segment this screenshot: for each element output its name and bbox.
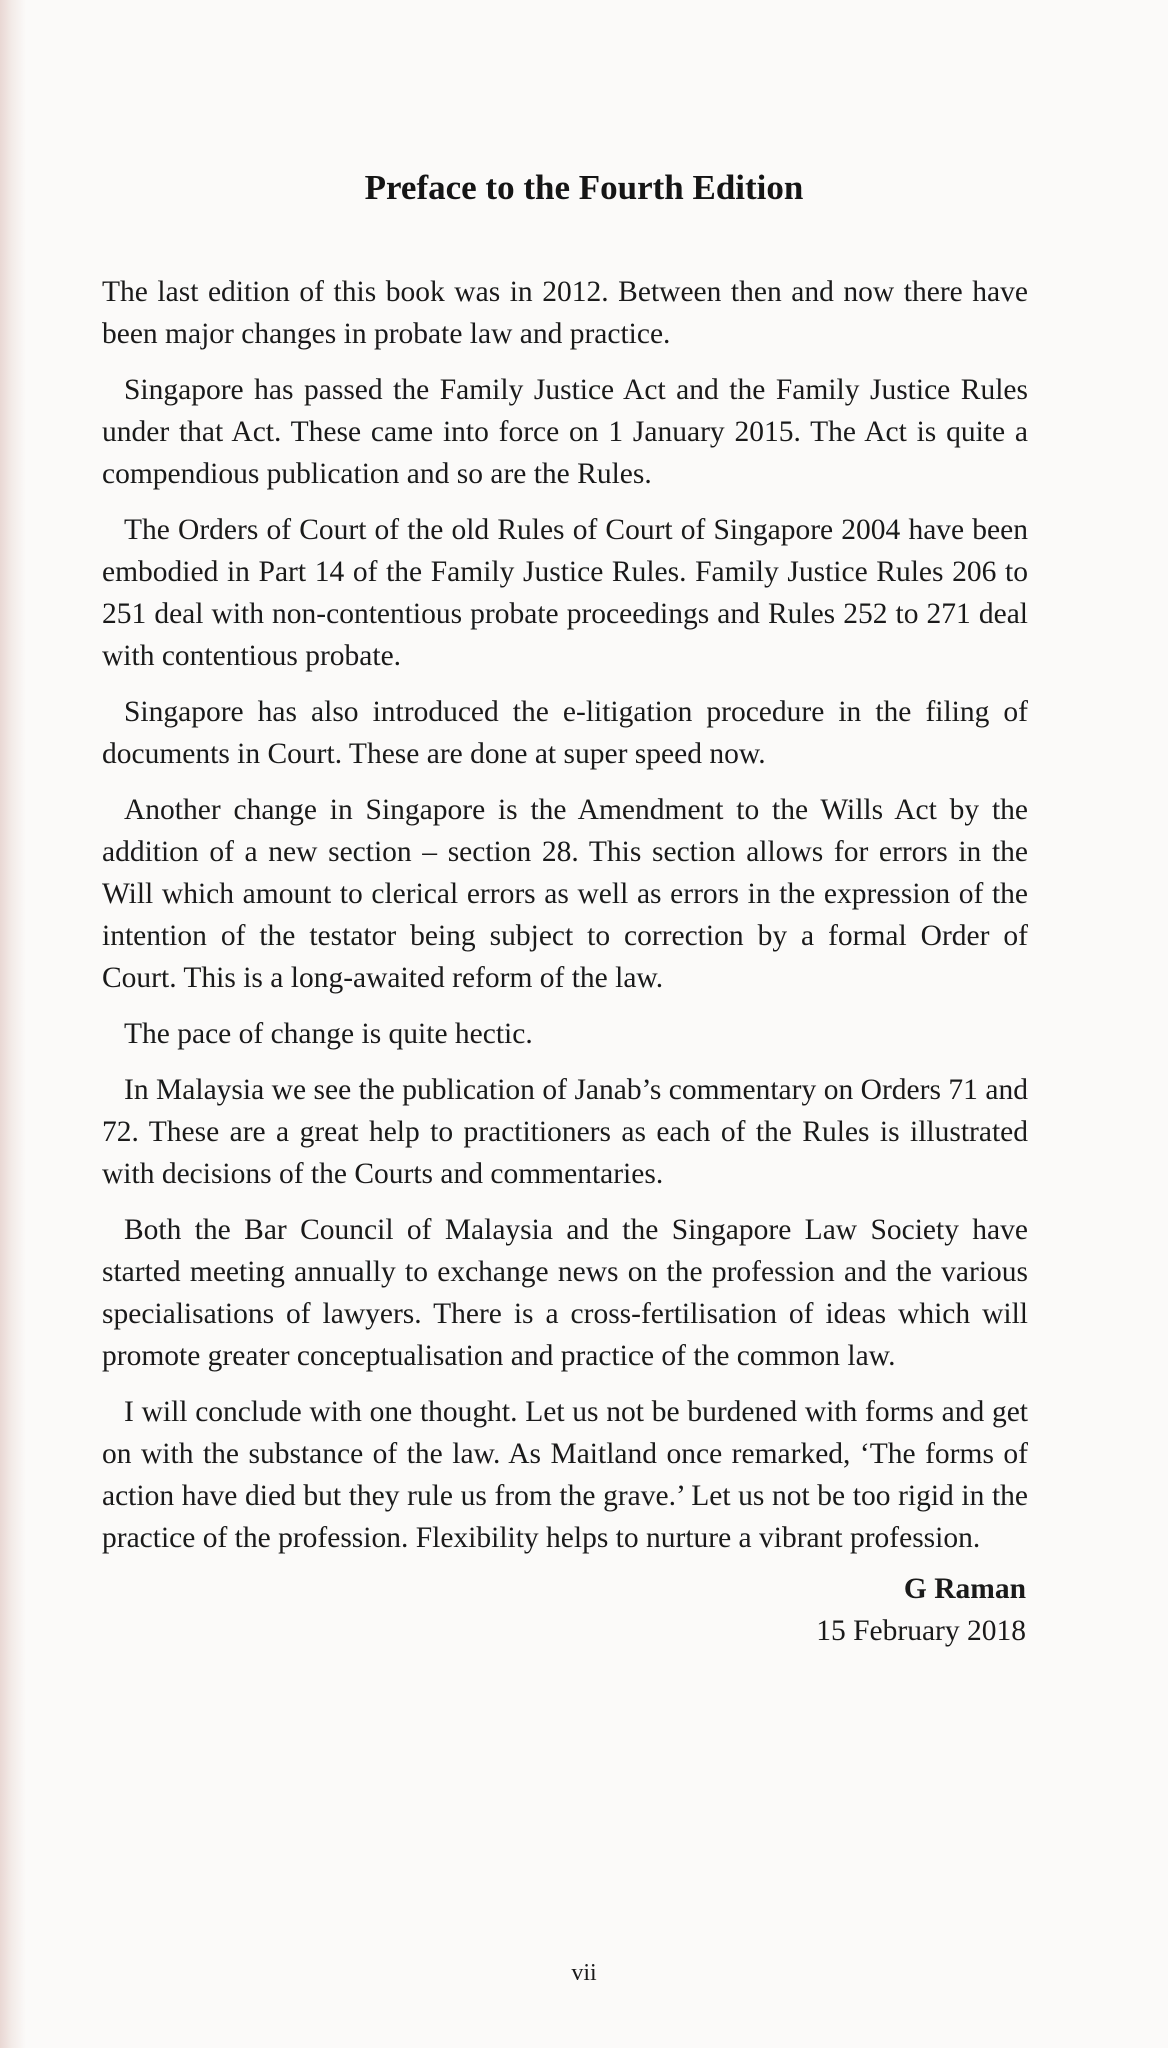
paragraph: The pace of change is quite hectic. (124, 1018, 533, 1050)
spine-shadow (0, 0, 26, 2048)
paragraph: The last edition of this book was in 2012. Between then and now there have been major changes in probate law and practice. (102, 276, 1028, 350)
paragraph: Singapore has passed the Family Justice Act and the Family Justice Rules under that Act. These came into force on 1 January 2015. The Act is quite a compendious publication and so are the Rules. (102, 374, 1028, 490)
signature-block (816, 1568, 1026, 1652)
preface-body (102, 271, 1028, 1573)
paragraph: Singapore has also introduced the e-litigation procedure in the filing of documents in Court. These are done at super speed now. (102, 696, 1028, 770)
paragraph: Both the Bar Council of Malaysia and the Singapore Law Society have started meeting annually to exchange news on the profession and the various specialisations of lawyers. There is a cross-fertilisation of ideas which will promote greater conceptualisation and practice of the common law. (102, 1214, 1028, 1372)
page-title: Preface to the Fourth Edition (364, 168, 804, 207)
signature-date: 15 February 2018 (816, 1615, 1026, 1647)
paragraph: In Malaysia we see the publication of Janab’s commentary on Orders 71 and 72. These are a great help to practitioners as each of the Rules is illustrated with decisions of the Courts and commentaries. (102, 1074, 1028, 1190)
paragraph: Another change in Singapore is the Amendment to the Wills Act by the addition of a new section – section 28. This section allows for errors in the Will which amount to clerical errors as well as errors in the expression of the intention of the testator being subject to correction by a formal Order of Court. This is a long-awaited reform of the law. (102, 794, 1028, 994)
author-name: G Raman (903, 1573, 1026, 1605)
page-number: vii (571, 1960, 597, 1986)
paragraph: The Orders of Court of the old Rules of Court of Singapore 2004 have been embodied in Part 14 of the Family Justice Rules. Family Justice Rules 206 to 251 deal with non-contentious probate proceedings and Rules 252 to 271 deal with contentious probate. (102, 514, 1028, 672)
paragraph: I will conclude with one thought. Let us not be burdened with forms and get on with the substance of the law. As Maitland once remarked, ‘The forms of action have died but they rule us from the grave.’ Let us not be too rigid in the practice of the profession. Flexibility helps to nurture a vibrant profession. (102, 1396, 1028, 1554)
